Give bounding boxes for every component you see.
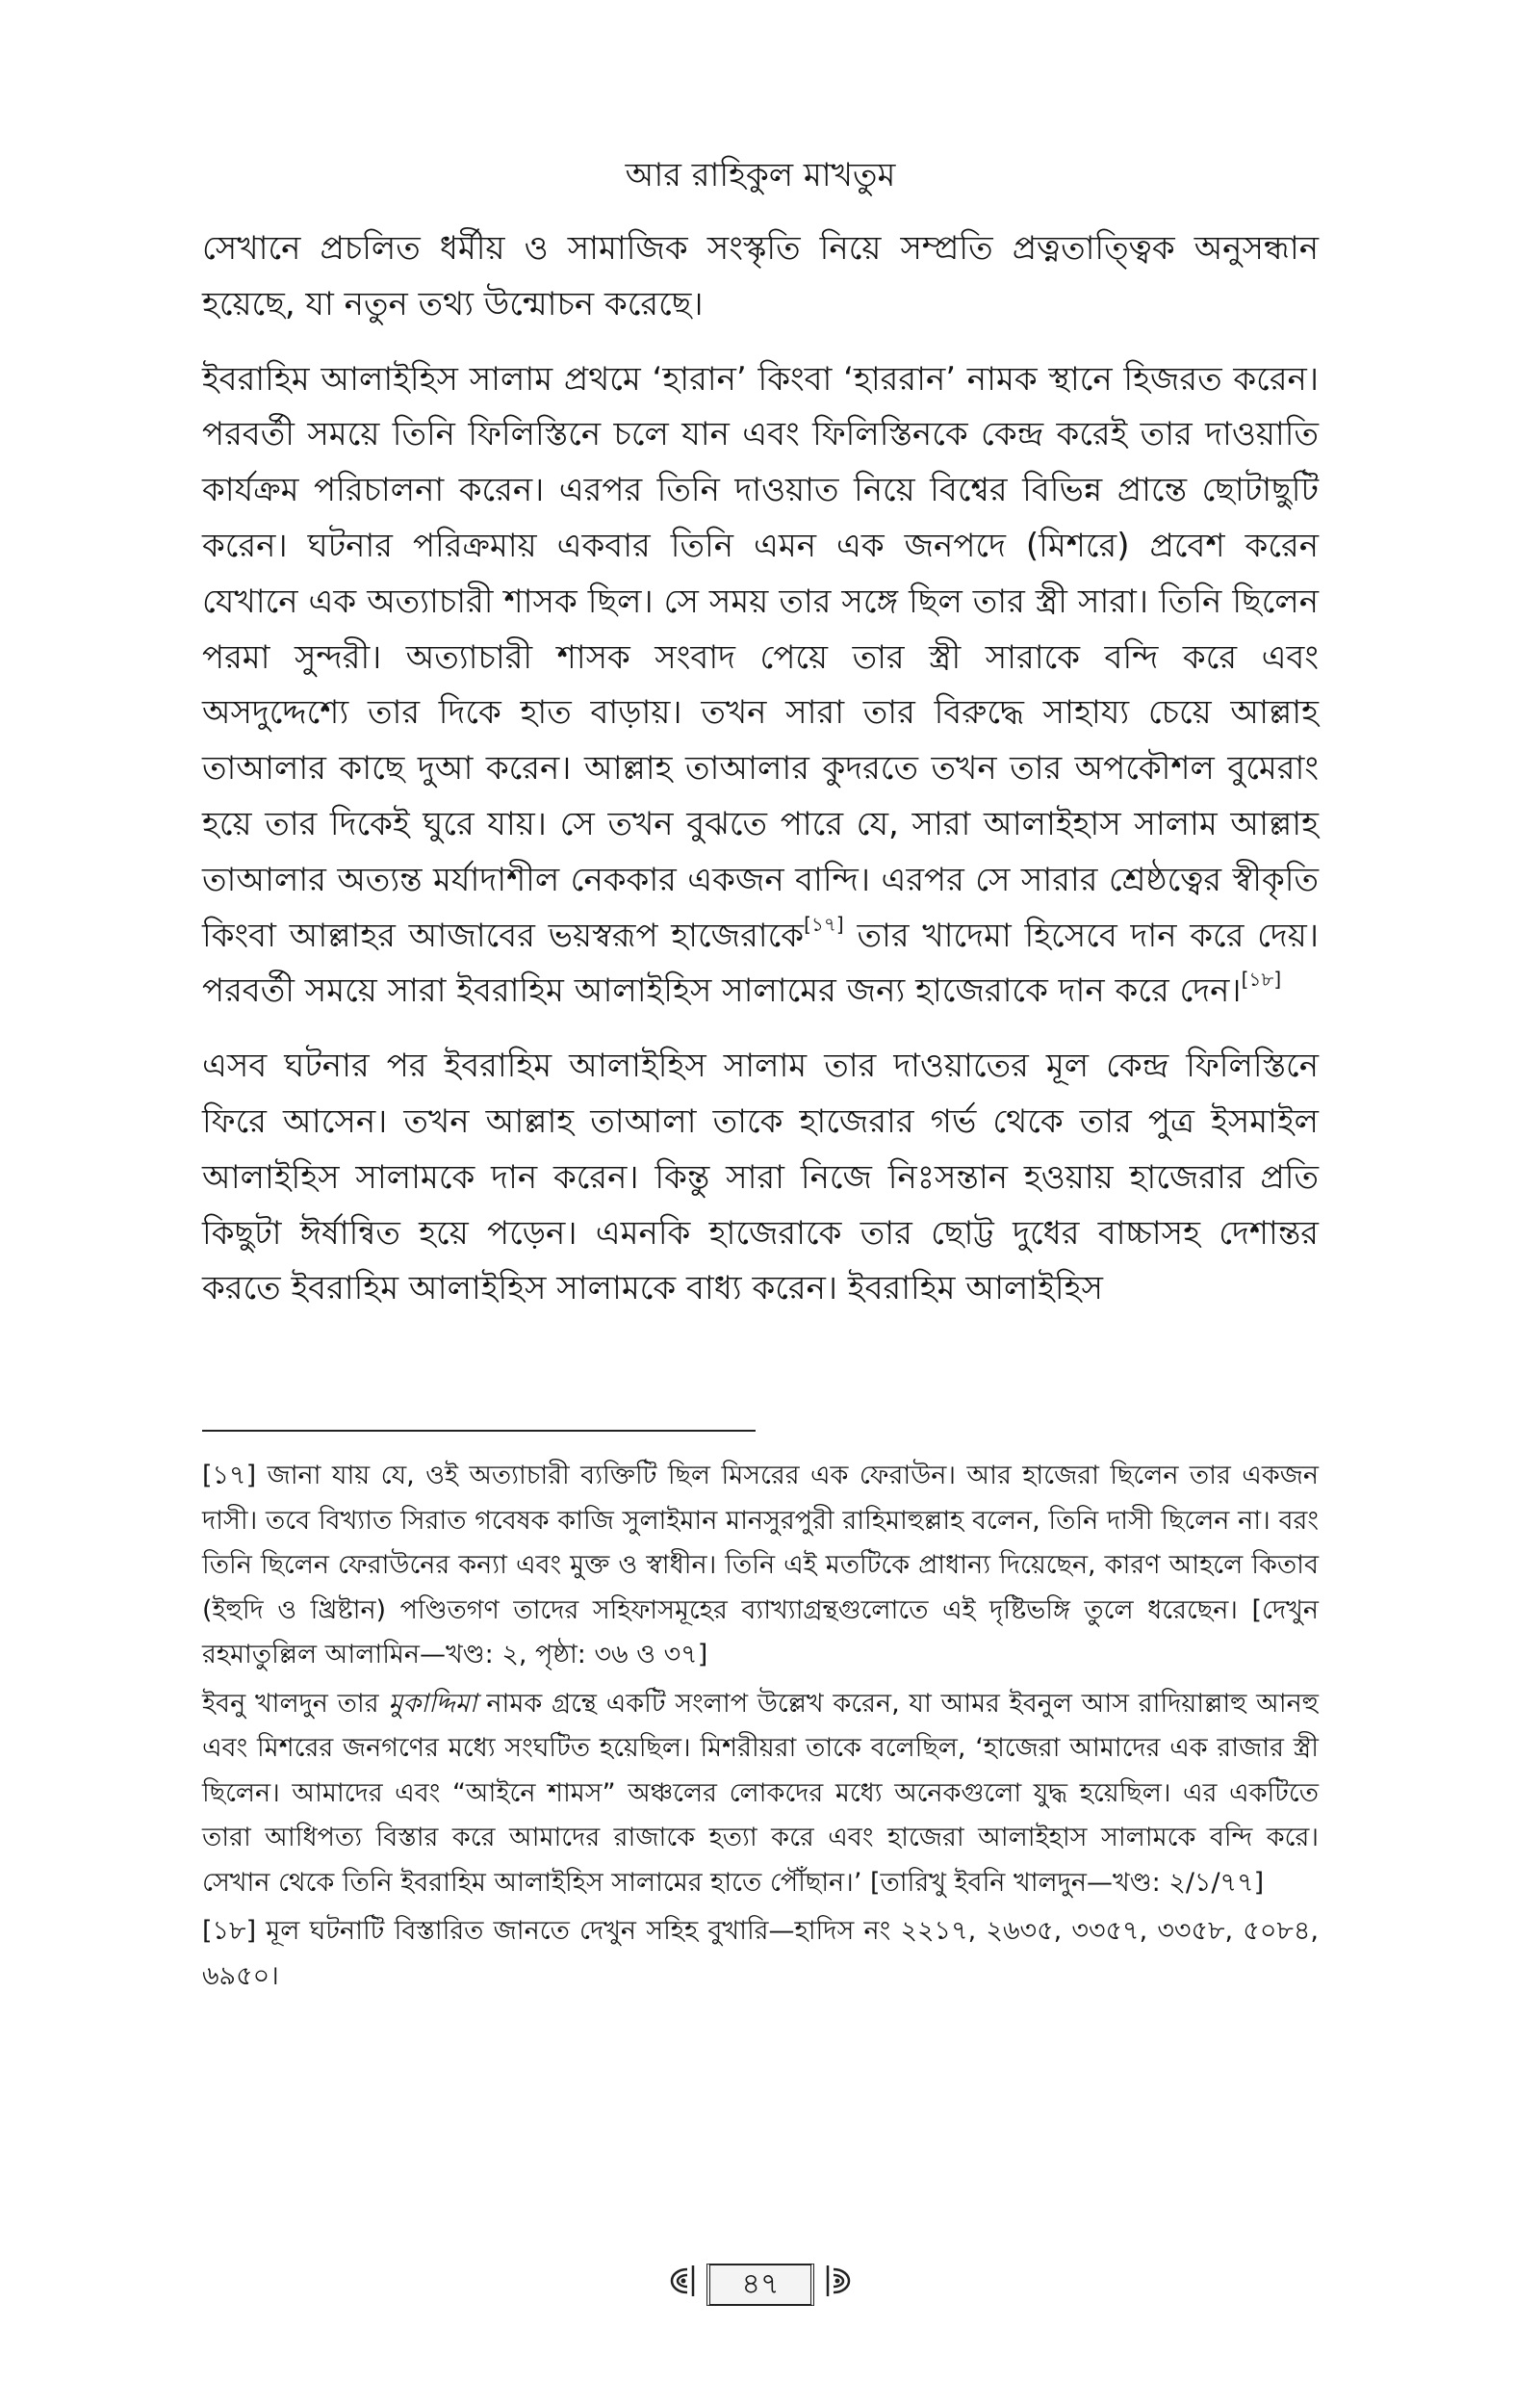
- page-number: ৪৭: [706, 2264, 814, 2306]
- footnote-17-cont-b: নামক গ্রন্থে একটি সংলাপ উল্লেখ করেন, যা আমর ইবনুল আস রাদিয়াল্লাহু আনহু এবং মিশরের জনগণের মধ্যে সংঘটিত হয়েছিল। মিশরীয়রা তাকে বলেছিল, ‘হাজেরা আমাদের এক রাজার স্ত্রী ছিলেন। আমাদের এবং “আইনে শামস” অঞ্চলের লোকদের মধ্যে অনেকগুলো যুদ্ধ হয়েছিল। এর একটিতে তারা আধিপত্য বিস্তার করে আমাদের রাজাকে হত্যা করে এবং হাজেরা আলাইহাস সালামকে বন্দি করে। সেখান থেকে তিনি ইবরাহিম আলাইহিস সালামের হাতে পৌঁছান।’ [তারিখু ইবনি খালদুন—খণ্ড: ২/১/৭৭]: [202, 1688, 1320, 1898]
- footnote-ref-17[interactable]: [১৭]: [804, 912, 844, 936]
- footnote-divider: [202, 1430, 756, 1432]
- footnote-ref-18[interactable]: [১৮]: [1241, 968, 1282, 992]
- paragraph-1: সেখানে প্রচলিত ধর্মীয় ও সামাজিক সংস্কৃতি নিয়ে সম্প্রতি প্রত্নতাত্ত্বিক অনুসন্ধান হয়েছে, যা নতুন তথ্য উন্মোচন করেছে।: [202, 229, 1319, 324]
- footnote-17-continued: [202, 1682, 1319, 1906]
- ornament-right-icon: [824, 2262, 857, 2308]
- footnote-17-cont-a: ইবনু খালদুন তার: [202, 1688, 389, 1719]
- footnote-18: [১৮] মূল ঘটনাটি বিস্তারিত জানতে দেখুন সহিহ বুখারি—হাদিস নং ২২১৭, ২৬৩৫, ৩৩৫৭, ৩৩৫৮, ৫০৮৪, ৬৯৫০।: [202, 1916, 1319, 1991]
- footnotes: [202, 1454, 1319, 2003]
- paragraph-2-part-a: ইবরাহিম আলাইহিস সালাম প্রথমে ‘হারান’ কিংবা ‘হাররান’ নামক স্থানে হিজরত করেন। পরবর্তী সময়ে তিনি ফিলিস্তিনে চলে যান এবং ফিলিস্তিনকে কেন্দ্র করেই তার দাওয়াতি কার্যক্রম পরিচালনা করেন। এরপর তিনি দাওয়াত নিয়ে বিশ্বের বিভিন্ন প্রান্তে ছোটাছুটি করেন। ঘটনার পরিক্রমায় একবার তিনি এমন এক জনপদে (মিশরে) প্রবেশ করেন যেখানে এক অত্যাচারী শাসক ছিল। সে সময় তার সঙ্গে ছিল তার স্ত্রী সারা। তিনি ছিলেন পরমা সুন্দরী। অত্যাচারী শাসক সংবাদ পেয়ে তার স্ত্রী সারাকে বন্দি করে এবং অসদুদ্দেশ্যে তার দিকে হাত বাড়ায়। তখন সারা তার বিরুদ্ধে সাহায্য চেয়ে আল্লাহ তাআলার কাছে দুআ করেন। আল্লাহ তাআলার কুদরতে তখন তার অপকৌশল বুমেরাং হয়ে তার দিকেই ঘুরে যায়। সে তখন বুঝতে পারে যে, সারা আলাইহাস সালাম আল্লাহ তাআলার অত্যন্ত মর্যাদাশীল নেককার একজন বান্দি। এরপর সে সারার শ্রেষ্ঠত্বের স্বীকৃতি কিংবা আল্লাহর আজাবের ভয়স্বরূপ হাজেরাকে: [202, 359, 1319, 955]
- main-text: [202, 221, 1319, 1336]
- footnote-17: [১৭] জানা যায় যে, ওই অত্যাচারী ব্যক্তিটি ছিল মিসরের এক ফেরাউন। আর হাজেরা ছিলেন তার একজন দাসী। তবে বিখ্যাত সিরাত গবেষক কাজি সুলাইমান মানসুরপুরী রাহিমাহুল্লাহ বলেন, তিনি দাসী ছিলেন না। বরং তিনি ছিলেন ফেরাউনের কন্যা এবং মুক্ত ও স্বাধীন। তিনি এই মতটিকে প্রাধান্য দিয়েছেন, কারণ আহলে কিতাব (ইহুদি ও খ্রিষ্টান) পণ্ডিতগণ তাদের সহিফাসমূহের ব্যাখ্যাগ্রন্থগুলোতে এই দৃষ্টিভঙ্গি তুলে ধরেছেন। [দেখুন রহমাতুল্লিল আলামিন—খণ্ড: ২, পৃষ্ঠা: ৩৬ ও ৩৭]: [202, 1461, 1319, 1669]
- paragraph-2: [202, 352, 1319, 1021]
- running-title: আর রাহিকুল মাখতুম: [625, 156, 896, 194]
- paragraph-3: এসব ঘটনার পর ইবরাহিম আলাইহিস সালাম তার দাওয়াতের মূল কেন্দ্র ফিলিস্তিনে ফিরে আসেন। তখন আল্লাহ তাআলা তাকে হাজেরার গর্ভ থেকে তার পুত্র ইসমাইল আলাইহিস সালামকে দান করেন। কিন্তু সারা নিজে নিঃসন্তান হওয়ায় হাজেরার প্রতি কিছুটা ঈর্ষান্বিত হয়ে পড়েন। এমনকি হাজেরাকে তার ছোট্ট দুধের বাচ্চাসহ দেশান্তর করতে ইবরাহিম আলাইহিস সালামকে বাধ্য করেন। ইবরাহিম আলাইহিস: [202, 1047, 1320, 1308]
- ornament-left-icon: [664, 2262, 697, 2308]
- page-footer: [202, 2261, 1319, 2309]
- paragraph-2-part-b: তার খাদেমা হিসেবে দান করে দেয়। পরবর্তী সময়ে সারা ইবরাহিম আলাইহিস সালামের জন্য হাজেরাকে দান করে দেন।: [202, 916, 1319, 1011]
- book-title: মুকাদ্দিমা: [388, 1688, 477, 1719]
- book-page: [202, 154, 1319, 2330]
